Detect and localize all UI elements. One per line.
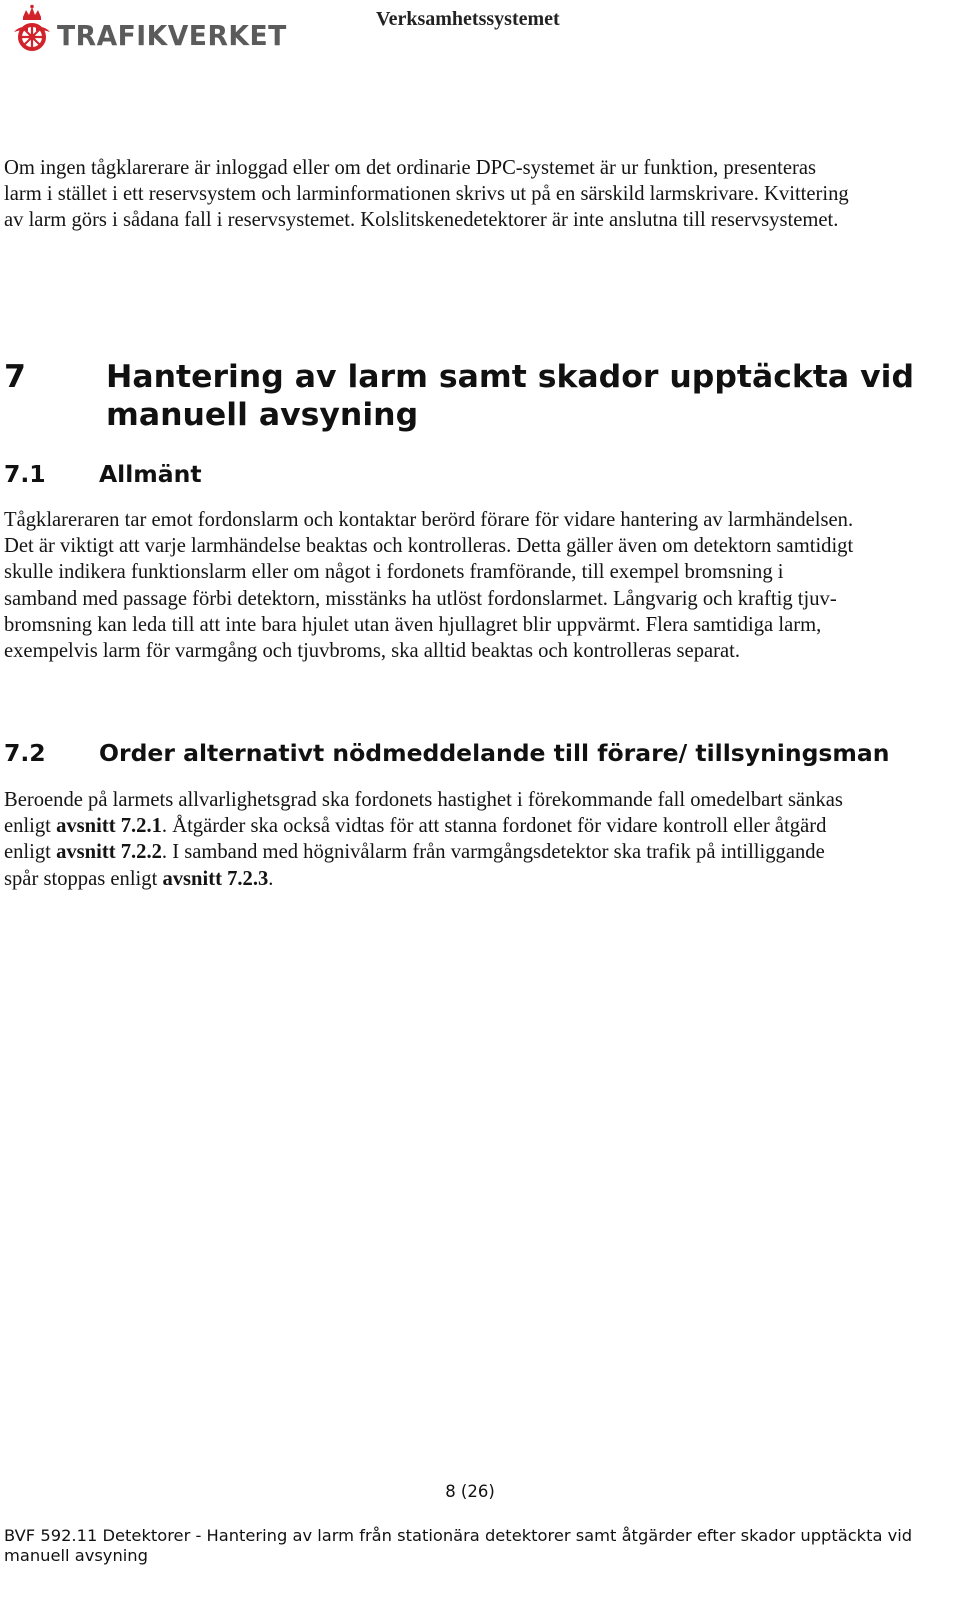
- document-footer: [4, 1526, 949, 1566]
- chapter-title-line: manuell avsyning: [106, 397, 419, 433]
- paragraph-line: Beroende på larmets allvarlighetsgrad ska fordonets hastighet i förekommande fall omedelbart sänkas: [4, 789, 843, 811]
- header-title: Verksamhetssystemet: [376, 8, 560, 30]
- paragraph-line: [4, 813, 949, 839]
- paragraph-line: samband med passage förbi detektorn, misstänks ha utlöst fordonslarmet. Långvarig och kraftig tjuv-: [4, 587, 837, 610]
- intro-line: av larm görs i sådana fall i reservsystemet. Kolslitskenedetektorer är inte anslutna till reservsystemet.: [4, 209, 839, 232]
- section-7-1-paragraph: [4, 507, 949, 664]
- intro-line: larm i stället i ett reservsystem och larminformationen skrivs ut på en särskild larmskrivare. Kvittering: [4, 183, 849, 206]
- crown-logo-icon: [12, 4, 52, 56]
- text-fragment: enligt: [4, 841, 57, 864]
- section-reference-link[interactable]: avsnitt 7.2.1: [56, 815, 162, 838]
- text-fragment: spår stoppas enligt: [4, 867, 163, 890]
- section-7-2-paragraph: [4, 787, 949, 892]
- section-reference-link[interactable]: avsnitt 7.2.2: [56, 841, 162, 864]
- section-title: Allmänt: [99, 460, 202, 488]
- paragraph-line: Tågklareraren tar emot fordonslarm och kontaktar berörd förare för vidare hantering av larmhändelsen.: [4, 509, 854, 531]
- section-heading-7-2: [4, 738, 889, 768]
- intro-paragraph: [4, 155, 949, 234]
- text-fragment: . Åtgärder ska också vidtas för att stanna fordonet för vidare kontroll eller åtgärd: [161, 815, 827, 838]
- logo-text: TRAFIKVERKET: [57, 18, 287, 52]
- paragraph-line: [4, 866, 949, 892]
- text-fragment: enligt: [4, 815, 57, 838]
- paragraph-line: bromsning kan leda till att inte bara hjulet utan även hjullagret blir uppvärmt. Flera samtidiga larm,: [4, 613, 822, 636]
- section-heading-7-1: [4, 459, 202, 489]
- paragraph-line: exempelvis larm för varmgång och tjuvbroms, ska alltid beaktas och kontrolleras separat.: [4, 640, 741, 663]
- footer-line: BVF 592.11 Detektorer - Hantering av larm från stationära detektorer samt åtgärder efter skador upptäckta vid: [4, 1526, 913, 1545]
- trafikverket-logo: [12, 4, 299, 56]
- paragraph-line: [4, 839, 949, 865]
- text-fragment: . I samband med högnivålarm från varmgångsdetektor ska trafik på intilliggande: [161, 841, 825, 864]
- section-number: 7.2: [4, 739, 46, 767]
- chapter-title-line: Hantering av larm samt skador upptäckta vid: [106, 359, 914, 395]
- section-number: 7.1: [4, 460, 46, 488]
- chapter-number: 7: [4, 359, 26, 395]
- chapter-title: [106, 358, 946, 434]
- page-number: 8 (26): [445, 1482, 495, 1501]
- section-reference-link[interactable]: avsnitt 7.2.3: [162, 867, 269, 890]
- intro-line: Om ingen tågklarerare är inloggad eller om det ordinarie DPC-systemet är ur funktion, presenteras: [4, 157, 817, 179]
- paragraph-line: Det är viktigt att varje larmhändelse beaktas och kontrolleras. Detta gäller även om detektorn samtidigt: [4, 535, 854, 558]
- section-title: Order alternativt nödmeddelande till förare/ tillsyningsman: [99, 739, 890, 767]
- text-fragment: .: [268, 867, 274, 890]
- paragraph-line: skulle indikera funktionslarm eller om något i fordonets framförande, till exempel bromsning i: [4, 561, 784, 584]
- footer-line: manuell avsyning: [4, 1546, 148, 1565]
